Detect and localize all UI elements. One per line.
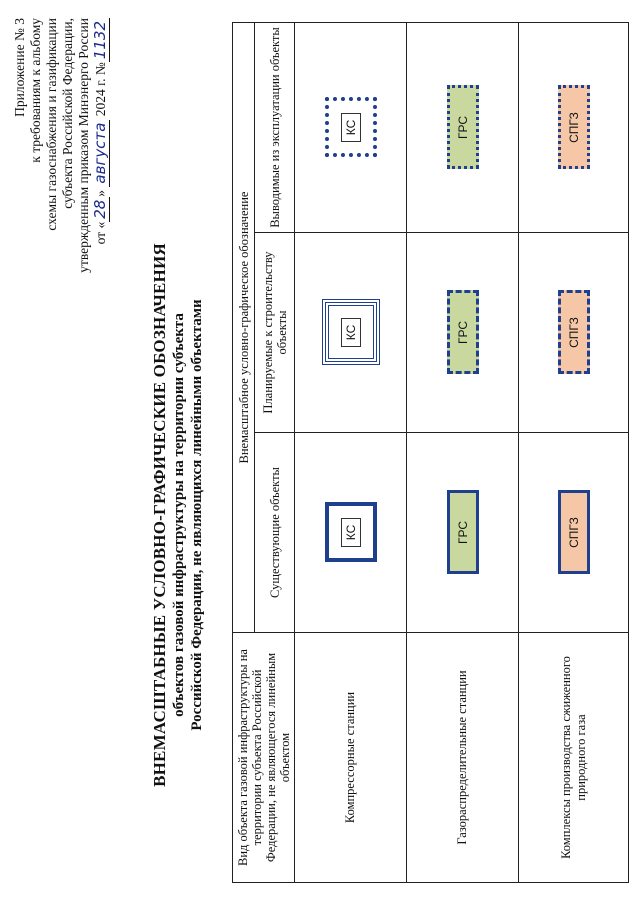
table-row [295,23,407,883]
appendix-date-line [92,18,109,438]
ks-existing-symbol: КС [325,503,377,563]
date-month: августа [91,120,110,187]
date-day: 28 [91,197,110,222]
header-decommissioned: Выводимые из эксплуатации объекты [255,23,295,233]
appendix-header [12,18,109,438]
row-name-grs: Газораспределительные станции [407,633,519,883]
appendix-line: субъекта Российской Федерации, [60,18,75,209]
grs-existing-symbol: ГРС [447,491,479,575]
header-object-type: Вид объекта газовой инфраструктуры на территории субъекта Российской Федерации, не являющегося линейным объектом [233,633,295,883]
grs-planned-symbol: ГРС [447,291,479,375]
cell-ks-decommissioned [295,23,407,233]
cell-spg-planned [519,233,629,433]
document-title [150,215,206,815]
grs-decommissioned-symbol: ГРС [447,86,479,170]
table-row [519,23,629,883]
order-number: 1132 [91,18,110,62]
cell-spg-existing [519,433,629,633]
header-existing: Существующие объекты [255,433,295,633]
header-symbol-group: Внемасштабное условно-графическое обозначение [233,23,255,633]
cell-ks-planned [295,233,407,433]
ks-decommissioned-symbol: КС [325,98,377,158]
spg-existing-symbol: СПГЗ [558,491,590,575]
cell-grs-planned [407,233,519,433]
date-prefix: от « [93,221,108,245]
cell-spg-decommissioned [519,23,629,233]
appendix-line: схемы газоснабжения и газификации [44,18,59,231]
header-planned: Планируемые к строительству объекты [255,233,295,433]
cell-grs-existing [407,433,519,633]
spg-decommissioned-symbol: СПГЗ [558,86,590,170]
cell-ks-existing [295,433,407,633]
ks-planned-symbol: КС [325,303,377,363]
table-row [407,23,519,883]
cell-grs-decommissioned [407,23,519,233]
symbols-table [232,22,629,883]
appendix-line: утвержденным приказом Минэнерго России [76,18,91,273]
spg-planned-symbol: СПГЗ [558,291,590,375]
row-name-ks: Компрессорные станции [295,633,407,883]
date-year: 2024 г. № [93,62,108,117]
title-line-2: объектов газовой инфраструктуры на территории субъекта [171,313,187,717]
appendix-line: Приложение № 3 [12,18,27,117]
title-line-3: Российской Федерации, не являющихся линейными объектами [189,299,205,731]
row-name-spg: Комплексы производства сжиженного природного газа [519,633,629,883]
title-line-1: ВНЕМАСШТАБНЫЕ УСЛОВНО-ГРАФИЧЕСКИЕ ОБОЗНАЧЕНИЯ [150,243,169,787]
appendix-line: к требованиям к альбому [28,18,43,163]
date-mid: » [93,189,108,197]
